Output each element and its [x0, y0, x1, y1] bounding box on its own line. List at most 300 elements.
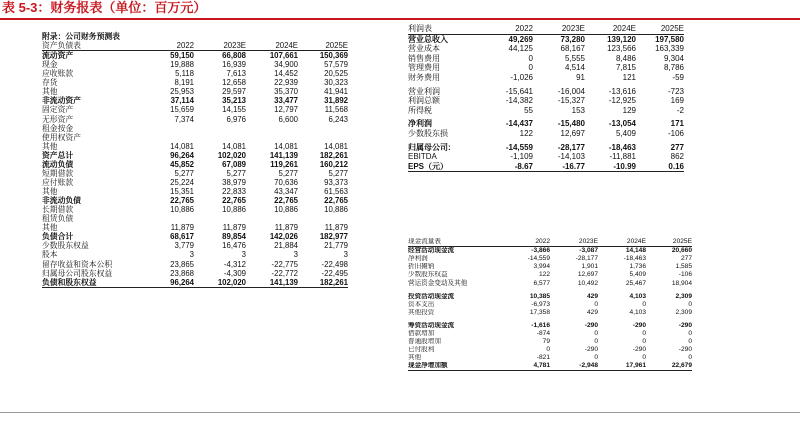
year-header: 2024E: [246, 41, 298, 51]
value-cell: 142,026: [269, 232, 298, 242]
row-label: 投资活动现金流: [408, 292, 455, 300]
row-label: 经营活动现金流: [408, 247, 455, 255]
table-row: [408, 279, 692, 287]
table-row: [408, 263, 692, 271]
value-cell: 0: [642, 338, 646, 346]
cash-flow-panel: [408, 238, 692, 371]
header-bar: [0, 0, 800, 20]
table-row: [408, 255, 692, 263]
value-cell: 0: [688, 354, 692, 362]
value-cell: 14,081: [222, 141, 246, 151]
value-cell: 150,369: [319, 51, 348, 61]
table-row: [42, 151, 348, 160]
table-row: [408, 87, 684, 97]
value-cell: -874: [536, 329, 550, 337]
value-cell: 1,901: [581, 263, 598, 271]
value-cell: -290: [678, 346, 692, 354]
table-row: [408, 322, 692, 330]
value-cell: 29,597: [222, 87, 246, 97]
value-cell: -11,881: [609, 152, 636, 162]
value-cell: 25,953: [170, 87, 194, 97]
row-label: 归属母公司股东权益: [42, 268, 113, 278]
value-cell: 43,347: [274, 187, 298, 197]
value-cell: 16,939: [222, 60, 246, 70]
value-cell: 22,765: [222, 196, 246, 206]
value-cell: -22,772: [271, 268, 298, 278]
income-statement-table: [408, 24, 684, 172]
value-cell: 25,467: [625, 279, 646, 287]
value-cell: 10,886: [274, 205, 298, 215]
row-label: 营业总收入: [408, 34, 448, 44]
value-cell: 93,373: [324, 177, 348, 187]
value-cell: 3,994: [533, 263, 550, 271]
value-cell: 141,139: [269, 150, 298, 160]
value-cell: -13,616: [608, 86, 636, 96]
value-cell: 96,264: [146, 278, 194, 288]
value-cell: 5,118: [175, 69, 194, 79]
value-cell: 102,020: [194, 278, 246, 288]
row-label: 应付账款: [42, 177, 74, 187]
value-cell: -10.99: [585, 162, 636, 172]
row-label: 现金: [42, 60, 58, 70]
value-cell: 4,103: [629, 308, 646, 316]
value-cell: 45,852: [170, 159, 194, 169]
value-cell: 197,580: [655, 34, 684, 44]
value-cell: 10,385: [529, 292, 550, 300]
row-label: 其他: [42, 87, 58, 97]
table-row: [408, 338, 692, 346]
value-cell: 6,976: [226, 114, 246, 124]
value-cell: -821: [536, 354, 550, 362]
value-cell: 10,492: [577, 279, 598, 287]
row-label: 净利润: [408, 255, 428, 263]
table-row: [42, 124, 348, 133]
value-cell: [146, 133, 194, 142]
cashflow-header-label: 现金流量表: [408, 238, 506, 247]
value-cell: 10,886: [324, 205, 348, 215]
value-cell: 7,613: [226, 69, 246, 79]
row-label: 固定资产: [42, 105, 74, 115]
value-cell: -3,087: [579, 247, 598, 255]
table-row: [42, 115, 348, 124]
value-cell: -22,775: [271, 259, 298, 269]
row-label: 负债和股东权益: [42, 278, 146, 288]
value-cell: 35,213: [222, 96, 246, 106]
value-cell: 22,679: [646, 362, 692, 371]
year-header: 2023E: [550, 238, 598, 247]
table-row: [408, 301, 692, 309]
value-cell: -4,309: [223, 268, 246, 278]
value-cell: [246, 124, 298, 133]
value-cell: 5,277: [174, 168, 194, 178]
year-header: 2023E: [533, 24, 585, 34]
table-row: [42, 232, 348, 241]
value-cell: -290: [632, 346, 646, 354]
value-cell: 119,261: [270, 159, 298, 169]
value-cell: [146, 214, 194, 223]
row-label: 其他: [42, 141, 58, 151]
value-cell: 107,661: [269, 51, 298, 61]
value-cell: 68,617: [170, 232, 194, 242]
year-header: 2022: [506, 238, 550, 247]
value-cell: 0: [594, 329, 598, 337]
value-cell: 10,886: [222, 205, 246, 215]
row-label: 存货: [42, 78, 58, 88]
value-cell: -22,498: [321, 259, 348, 269]
value-cell: 139,120: [607, 34, 636, 44]
value-cell: 67,089: [222, 159, 246, 169]
table-row: [42, 78, 348, 87]
row-label: 借款增加: [408, 329, 435, 337]
value-cell: 66,808: [222, 51, 246, 61]
value-cell: 0: [546, 346, 550, 354]
value-cell: [246, 214, 298, 223]
value-cell: 61,563: [324, 187, 348, 197]
value-cell: 4,781: [506, 362, 550, 371]
table-row: [42, 241, 348, 250]
value-cell: 6,243: [328, 114, 348, 124]
value-cell: [298, 214, 348, 223]
row-label: 租赁负债: [42, 214, 74, 224]
value-cell: 2,309: [675, 292, 692, 300]
table-row: [408, 106, 684, 116]
table-row: [408, 346, 692, 354]
row-label: 流动负债: [42, 159, 74, 169]
table-row: [42, 178, 348, 187]
value-cell: -28,177: [575, 255, 598, 263]
value-cell: [246, 133, 298, 142]
value-cell: 57,579: [324, 60, 348, 70]
value-cell: 18,904: [671, 279, 692, 287]
value-cell: 3: [293, 250, 298, 260]
table-row: [408, 354, 692, 362]
year-header: 2022: [146, 41, 194, 51]
value-cell: 96,264: [170, 150, 194, 160]
value-cell: 171: [670, 119, 684, 129]
table-row: [408, 362, 692, 371]
table-row: [408, 330, 692, 338]
value-cell: 35,370: [274, 87, 298, 97]
value-cell: -59: [672, 73, 684, 83]
value-cell: -4,312: [223, 259, 246, 269]
value-cell: 11,879: [324, 223, 348, 233]
row-label: 其他: [408, 354, 422, 362]
value-cell: -12,925: [608, 96, 636, 106]
value-cell: 11,879: [222, 223, 246, 233]
value-cell: 0: [594, 300, 598, 308]
value-cell: 182,261: [319, 150, 348, 160]
value-cell: 15,659: [170, 105, 194, 115]
table-row: [42, 187, 348, 196]
table-row: [408, 96, 684, 106]
value-cell: 12,697: [577, 271, 598, 279]
table-row: [42, 160, 348, 169]
row-label: 营运资金变动及其他: [408, 279, 468, 287]
value-cell: -1,109: [510, 152, 533, 162]
value-cell: 12,697: [560, 129, 585, 139]
value-cell: -14,559: [505, 142, 533, 152]
cash-flow-table: [408, 238, 692, 371]
value-cell: 44,125: [508, 44, 533, 54]
value-cell: -22,495: [321, 268, 348, 278]
value-cell: 23,868: [170, 268, 194, 278]
value-cell: 21,884: [274, 241, 298, 251]
row-label: EBITDA: [408, 152, 437, 162]
value-cell: 7,815: [615, 63, 636, 73]
row-label: 折旧摊销: [408, 263, 435, 271]
value-cell: -290: [678, 321, 692, 329]
value-cell: -1,616: [531, 321, 550, 329]
year-header: 2024E: [585, 24, 636, 34]
income-header-label: 利润表: [408, 24, 488, 34]
value-cell: 22,833: [222, 187, 246, 197]
value-cell: 22,939: [274, 78, 298, 88]
row-label: 少数股东权益: [408, 271, 448, 279]
value-cell: 0: [594, 338, 598, 346]
value-cell: 6,600: [278, 114, 298, 124]
value-cell: 0: [688, 338, 692, 346]
value-cell: -14,103: [557, 152, 585, 162]
value-cell: 122: [519, 129, 533, 139]
value-cell: 123,566: [607, 44, 636, 54]
row-label: 非流动资产: [42, 96, 81, 106]
row-label: 流动资产: [42, 51, 74, 61]
value-cell: -14,559: [527, 255, 550, 263]
value-cell: 5,277: [278, 168, 298, 178]
table-row: [42, 205, 348, 214]
value-cell: -106: [678, 271, 692, 279]
value-cell: 4,514: [564, 63, 585, 73]
table-row: [42, 169, 348, 178]
row-label: 长期借款: [42, 205, 74, 215]
row-label: 使用权资产: [42, 132, 81, 142]
value-cell: 12,797: [274, 105, 298, 115]
value-cell: [194, 124, 246, 133]
value-cell: 22,765: [170, 196, 194, 206]
balance-header-row: [42, 41, 348, 51]
row-label: EPS（元）: [408, 162, 488, 172]
value-cell: 79: [542, 338, 550, 346]
value-cell: 3: [189, 250, 194, 260]
table-row: [42, 133, 348, 142]
row-label: 净利润: [408, 119, 432, 129]
row-label: 已付股利: [408, 346, 435, 354]
value-cell: -13,054: [608, 119, 636, 129]
value-cell: 182,261: [298, 278, 348, 288]
balance-sheet-table: [42, 41, 348, 288]
value-cell: 31,892: [324, 96, 348, 106]
value-cell: -18,463: [623, 255, 646, 263]
table-row: [42, 60, 348, 69]
row-label: 负债合计: [42, 232, 74, 242]
value-cell: -3,866: [531, 247, 550, 255]
value-cell: 91: [576, 73, 585, 83]
value-cell: 33,477: [274, 96, 298, 106]
value-cell: 73,280: [560, 34, 585, 44]
value-cell: 5,409: [629, 271, 646, 279]
table-title: 表 5-3：财务报表（单位：百万元）: [2, 0, 207, 15]
table-row: [408, 129, 684, 139]
value-cell: -6,973: [531, 300, 550, 308]
value-cell: 8,486: [615, 53, 636, 63]
income-header-row: [408, 24, 684, 34]
value-cell: 1,585: [675, 263, 692, 271]
row-label: 股本: [42, 250, 58, 260]
value-cell: 153: [571, 105, 585, 115]
value-cell: -18,463: [608, 142, 636, 152]
value-cell: 49,269: [508, 34, 533, 44]
value-cell: 14,155: [222, 105, 246, 115]
year-header: 2025E: [636, 24, 684, 34]
value-cell: 5,277: [226, 168, 246, 178]
row-label: 其他投资: [408, 308, 435, 316]
row-label: 租金按金: [42, 123, 74, 133]
table-row: [42, 51, 348, 61]
value-cell: -15,327: [557, 96, 585, 106]
table-row: [42, 250, 348, 259]
value-cell: 5,555: [564, 53, 585, 63]
row-label: 非流动负债: [42, 196, 81, 206]
value-cell: -14,437: [505, 119, 533, 129]
value-cell: 121: [622, 73, 636, 83]
value-cell: 0: [528, 53, 533, 63]
balance-header-label: 资产负债表: [42, 41, 146, 51]
value-cell: [194, 214, 246, 223]
table-row: [408, 63, 684, 73]
value-cell: 22,765: [324, 196, 348, 206]
value-cell: 4,103: [629, 292, 646, 300]
value-cell: 163,339: [655, 44, 684, 54]
row-label: 管理费用: [408, 63, 440, 73]
row-label: 资本支出: [408, 300, 435, 308]
value-cell: -106: [667, 129, 684, 139]
value-cell: -15,480: [557, 119, 585, 129]
value-cell: 14,081: [170, 141, 194, 151]
value-cell: 182,977: [319, 232, 348, 242]
table-row: [408, 271, 692, 279]
value-cell: 11,879: [274, 223, 298, 233]
table-row: [408, 44, 684, 54]
row-label: 现金净增加额: [408, 362, 506, 371]
table-row: [42, 278, 348, 288]
value-cell: -8.67: [488, 162, 533, 172]
value-cell: 22,765: [274, 196, 298, 206]
value-cell: 3: [343, 250, 348, 260]
row-label: 所得税: [408, 105, 432, 115]
value-cell: 6,577: [533, 279, 550, 287]
value-cell: 25,224: [170, 177, 194, 187]
value-cell: 102,020: [217, 150, 246, 160]
value-cell: 14,148: [625, 247, 646, 255]
value-cell: 0: [688, 300, 692, 308]
value-cell: 17,961: [598, 362, 646, 371]
value-cell: 14,081: [324, 141, 348, 151]
table-row: [408, 247, 692, 256]
year-header: 2022: [488, 24, 533, 34]
value-cell: 8,191: [174, 78, 194, 88]
balance-caption: 附录：公司财务预测表: [42, 32, 120, 41]
value-cell: 11,879: [170, 223, 194, 233]
value-cell: 0: [594, 354, 598, 362]
footer-divider: [0, 412, 800, 413]
value-cell: 12,658: [222, 78, 246, 88]
row-label: 普通股增加: [408, 338, 441, 346]
table-row: [408, 54, 684, 64]
value-cell: 0: [642, 354, 646, 362]
value-cell: 277: [680, 255, 692, 263]
row-label: 其他: [42, 187, 58, 197]
value-cell: -290: [632, 321, 646, 329]
table-row: [408, 162, 684, 172]
value-cell: 59,150: [170, 51, 194, 61]
value-cell: 10,886: [170, 205, 194, 215]
value-cell: 16,476: [222, 241, 246, 251]
row-label: 少数股东权益: [42, 241, 89, 251]
table-row: [408, 34, 684, 44]
value-cell: 9,304: [663, 53, 684, 63]
income-statement-panel: [408, 24, 684, 172]
year-header: 2025E: [298, 41, 348, 51]
row-label: 营业利润: [408, 86, 440, 96]
value-cell: [194, 133, 246, 142]
year-header: 2024E: [598, 238, 646, 247]
value-cell: -723: [667, 86, 684, 96]
year-header: 2023E: [194, 41, 246, 51]
table-row: [408, 152, 684, 162]
value-cell: 20,660: [671, 247, 692, 255]
row-label: 销售费用: [408, 53, 440, 63]
table-row: [42, 105, 348, 114]
row-label: 少数股东损: [408, 129, 448, 139]
value-cell: 0: [642, 300, 646, 308]
table-row: [408, 293, 692, 301]
value-cell: -16,004: [557, 86, 585, 96]
value-cell: 38,979: [222, 177, 246, 187]
table-row: [42, 223, 348, 232]
value-cell: 160,212: [319, 159, 348, 169]
value-cell: 34,900: [274, 60, 298, 70]
value-cell: 1,736: [629, 263, 646, 271]
row-label: 营业成本: [408, 44, 440, 54]
row-label: 无形资产: [42, 114, 74, 124]
table-row: [42, 269, 348, 278]
value-cell: 68,167: [560, 44, 585, 54]
value-cell: 0: [528, 63, 533, 73]
value-cell: 41,941: [324, 87, 348, 97]
table-row: [42, 214, 348, 223]
value-cell: 862: [670, 152, 684, 162]
value-cell: -290: [584, 321, 598, 329]
row-label: 短期借款: [42, 168, 74, 178]
row-label: 资产总计: [42, 150, 74, 160]
value-cell: 19,888: [170, 60, 194, 70]
value-cell: 14,452: [274, 69, 298, 79]
value-cell: -28,177: [557, 142, 585, 152]
row-label: 应收账款: [42, 69, 74, 79]
value-cell: 2,309: [675, 308, 692, 316]
value-cell: 20,525: [324, 69, 348, 79]
value-cell: 89,854: [222, 232, 246, 242]
value-cell: 70,636: [274, 177, 298, 187]
value-cell: 129: [622, 105, 636, 115]
value-cell: 7,374: [174, 114, 194, 124]
value-cell: 14,081: [274, 141, 298, 151]
value-cell: [298, 124, 348, 133]
year-header: 2025E: [646, 238, 692, 247]
value-cell: 429: [586, 292, 598, 300]
value-cell: 5,409: [615, 129, 636, 139]
value-cell: 122: [538, 271, 550, 279]
